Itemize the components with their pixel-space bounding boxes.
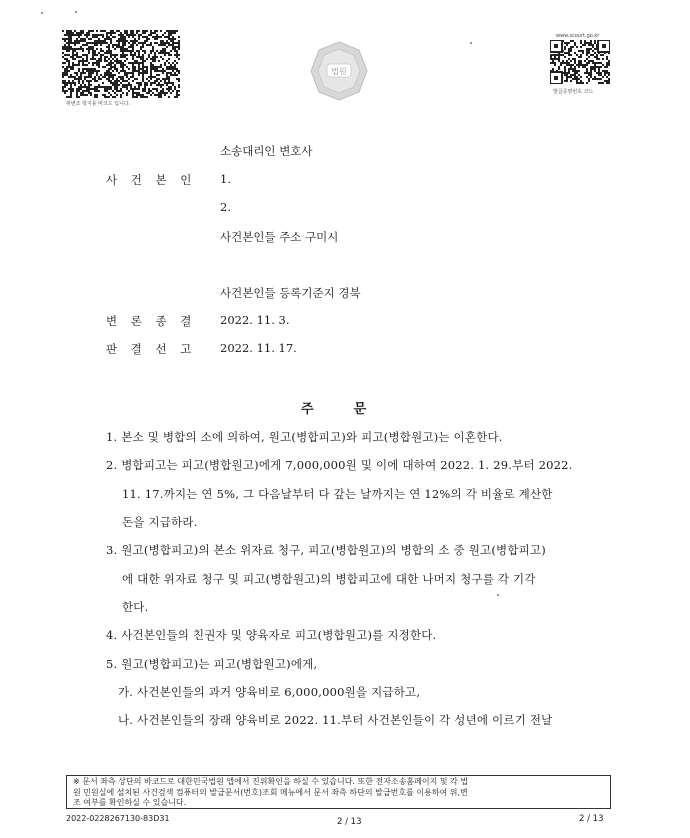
principals-label: 사 건 본 인 (106, 173, 197, 187)
issue-number: 2022-0228267130-83D31 (66, 814, 170, 823)
closing-label: 변 론 종 결 (106, 314, 197, 328)
notice-line: 원 민원실에 설치된 사건검색 컴퓨터의 발급문서(번호)조회 메뉴에서 문서 좌측 하단의 발급번호를 이용하여 위,변 (73, 787, 468, 797)
closing-date: 2022. 11. 3. (220, 313, 290, 327)
judgment-label: 판 결 선 고 (106, 342, 197, 356)
qr-caption: 발급증명번호 코드 (553, 89, 594, 95)
verification-barcode (62, 30, 180, 98)
notice-line: 조 여부를 확인하실 수 있습니다. (73, 798, 187, 807)
speck (41, 12, 43, 14)
notice-line: ※ 문서 좌측 상단의 바코드로 대한민국법원 앱에서 진위확인을 하실 수 있습니다. 또한 전자소송홈페이지 및 각 법 (73, 777, 469, 786)
agent-line: 소송대리인 변호사 (220, 144, 313, 158)
barcode-caption: 위변조 방지용 바코드 입니다. (66, 101, 131, 107)
verification-notice (66, 775, 611, 809)
ruling-line: 에 대한 위자료 청구 및 피고(병합원고)의 병합피고에 대한 나머지 청구를 각 기각 (122, 572, 536, 586)
speck (497, 594, 499, 596)
court-seal-emblem (308, 40, 370, 102)
page-number-right: 2 / 13 (579, 814, 604, 824)
ruling-line: 5. 원고(병합피고)는 피고(병합원고)에게, (106, 657, 318, 671)
judgment-date: 2022. 11. 17. (220, 341, 297, 355)
principal-2: 2. (220, 200, 231, 214)
seal-text: 법원 (331, 67, 347, 76)
ruling-line: 나. 사건본인들의 장래 양육비로 2022. 11.부터 사건본인들이 각 성년에 이르기 전날 (118, 713, 553, 727)
ruling-title-part-1: 주 (301, 402, 314, 417)
ruling-title (301, 398, 366, 417)
speck (470, 42, 472, 44)
ruling-title-part-2: 문 (353, 402, 367, 417)
ruling-line: 3. 원고(병합피고)의 본소 위자료 청구, 피고(병합원고)의 병합의 소 중 원고(병합피고) (106, 543, 546, 557)
ruling-line: 돈을 지급하라. (122, 515, 198, 529)
issue-qr-code (550, 40, 610, 84)
ruling-line: 한다. (122, 600, 149, 614)
ruling-line: 4. 사건본인들의 친권자 및 양육자로 피고(병합원고)를 지정한다. (106, 628, 437, 642)
page-number: 2 / 13 (337, 817, 362, 827)
principals-address: 사건본인들 주소 구미시 (220, 230, 339, 244)
principals-registry: 사건본인들 등록기준지 경북 (220, 286, 361, 300)
ruling-line: 2. 병합피고는 피고(병합원고)에게 7,000,000원 및 이에 대하여 2022. 1. 29.부터 2022. (106, 458, 573, 472)
principal-1: 1. (220, 172, 231, 186)
ruling-line: 1. 본소 및 병합의 소에 의하여, 원고(병합피고)와 피고(병합원고)는 이혼한다. (106, 430, 503, 444)
court-url: www.scourt.go.kr (556, 33, 600, 39)
speck (75, 11, 77, 13)
ruling-line: 가. 사건본인들의 과거 양육비로 6,000,000원을 지급하고, (118, 685, 421, 699)
ruling-line: 11. 17.까지는 연 5%, 그 다음날부터 다 갚는 날까지는 연 12%의 각 비율로 계산한 (122, 487, 553, 501)
